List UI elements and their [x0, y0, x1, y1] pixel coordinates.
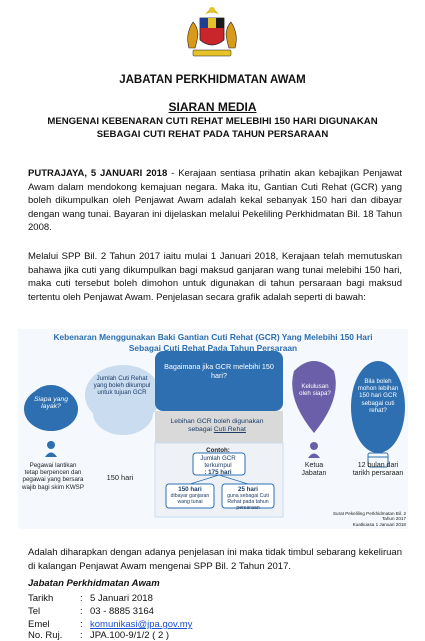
a-lebihan: [158, 418, 276, 434]
box-25: [223, 486, 273, 511]
infographic-title-line-1: Kebenaran Menggunakan Baki Gantian Cuti Rehat (GCR) Yang Melebihi 150 Hari: [53, 332, 373, 342]
doc-type-title: SIARAN MEDIA: [168, 100, 257, 114]
footer-key: Emel: [28, 619, 50, 630]
box-150-text: dibayar ganjaran wang tunai: [170, 493, 210, 506]
footer-value: JPA.100-9/1/2 ( 2 ): [90, 630, 170, 641]
paragraph-1-text: - Kerajaan sentiasa prihatin akan kebajikan Penjawat Awam dalam mendokong kemajuan negara. Maka itu, Gantian Cuti Rehat (GCR) yang boleh dikumpulkan oleh Penjawat Awam adalah kekal sebanyak 150 hari dan dibayar dengan wang tunai. Bayaran ini dijelaskan melalui Pekeliling Perkhidmatan Bil. 18 Tahun 2008.: [28, 168, 403, 234]
infographic-title-line-2: Sebagai Cuti Rehat Pada Tahun Persaraan: [128, 343, 298, 353]
a-lebihan-line-2: [158, 426, 276, 434]
colon: :: [80, 619, 83, 630]
footer-row-tarikh: [28, 593, 153, 604]
contoh-jumlah-label: Jumlah GCR terkumpul: [200, 455, 236, 470]
box-25-text: guna sebagai Cuti Rehat pada tahun persaraan: [227, 493, 269, 512]
dateline: PUTRAJAYA, 5 JANUARI 2018: [28, 168, 168, 179]
a-pegawai: Pegawai lantikan tetap berpencen dan pegawai yang bersara wajib bagi skim KWSP: [22, 462, 84, 491]
a-lebihan-cuti-rehat: Cuti Rehat: [213, 426, 246, 433]
department-title: JABATAN PERKHIDMATAN AWAM: [119, 74, 306, 86]
footer-row-tel: [28, 606, 154, 617]
q-jumlah: Jumlah Cuti Rehat yang boleh dikumpul untuk tujuan GCR: [93, 375, 151, 397]
jata-negara-crest-icon: [183, 4, 241, 62]
contoh-label: Contoh:: [206, 447, 230, 454]
footer-key: Tel: [28, 606, 41, 617]
q-bila: Bila boleh mohon lebihan 150 hari GCR sebagai cuti rehat?: [357, 378, 399, 414]
a-12-bulan: 12 bulan dari tarikh persaraan: [352, 462, 404, 477]
infographic-source-line-1: Surat Pekeliling Perkhidmatan Bil. 2 Tahun 2017: [332, 511, 406, 522]
colon: :: [80, 593, 83, 604]
subject-line-1: MENGENAI KEBENARAN CUTI REHAT MELEBIHI 150 HARI DIGUNAKAN: [47, 116, 378, 127]
footer-row-ruj: [28, 630, 169, 641]
box-150: [167, 486, 213, 505]
footer-row-emel: [28, 619, 192, 630]
contoh-jumlah: [194, 455, 242, 477]
q-siapa: Siapa yang layak?: [33, 396, 68, 411]
a-lebihan-sebagai: sebagai: [188, 426, 212, 433]
infographic-source-line-2: Kuatkuasa 1 Januari 2018: [352, 521, 406, 527]
subject-line-2: SEBAGAI CUTI REHAT PADA TAHUN PERSARAAN: [96, 129, 329, 140]
paragraph-1: [28, 167, 402, 235]
signature-department: Jabatan Perkhidmatan Awam: [28, 578, 160, 589]
colon: :: [80, 630, 83, 641]
box-25-title: 25 hari: [238, 486, 258, 493]
subject-heading: [0, 115, 425, 141]
q-bagaimana: Bagaimana jika GCR melebihi 150 hari?: [164, 362, 274, 380]
q-kelulusan: Kelulusan oleh siapa?: [299, 383, 331, 398]
infographic-source: [320, 511, 406, 527]
footer-key: Tarikh: [28, 593, 54, 604]
footer-key: No. Ruj.: [28, 630, 63, 641]
a-ketua-jabatan: Ketua Jabatan: [301, 462, 327, 477]
email-link[interactable]: komunikasi@jpa.gov.my: [90, 619, 193, 630]
footer-value: 03 - 8885 3164: [90, 606, 154, 617]
paragraph-2: Melalui SPP Bil. 2 Tahun 2017 iaitu mulai 1 Januari 2018, Kerajaan telah memutuskan bahawa jika cuti yang dikumpulkan bagi maksud ganjaran wang tunai melebihi 150 hari, maka cuti tersebut boleh dimohon untuk digunakan di tahun persaraan bagi maksud tertentu oleh Penjawat Awam. Penjelasan secara grafik adalah seperti di bawah:: [28, 251, 402, 303]
footer-value: 5 Januari 2018: [90, 593, 153, 604]
box-150-title: 150 hari: [178, 486, 202, 493]
colon: :: [80, 606, 83, 617]
a-150-hari: 150 hari: [106, 473, 134, 482]
paragraph-3: Adalah diharapkan dengan adanya penjelasan ini maka tidak timbul sebarang kekeliruan di kalangan Penjawat Awam mengenai SPP Bil. 2 Tahun 2017.: [28, 547, 402, 572]
contoh-jumlah-value: : 175 hari: [204, 469, 232, 477]
a-lebihan-line-1: Lebihan GCR boleh digunakan: [170, 418, 264, 425]
